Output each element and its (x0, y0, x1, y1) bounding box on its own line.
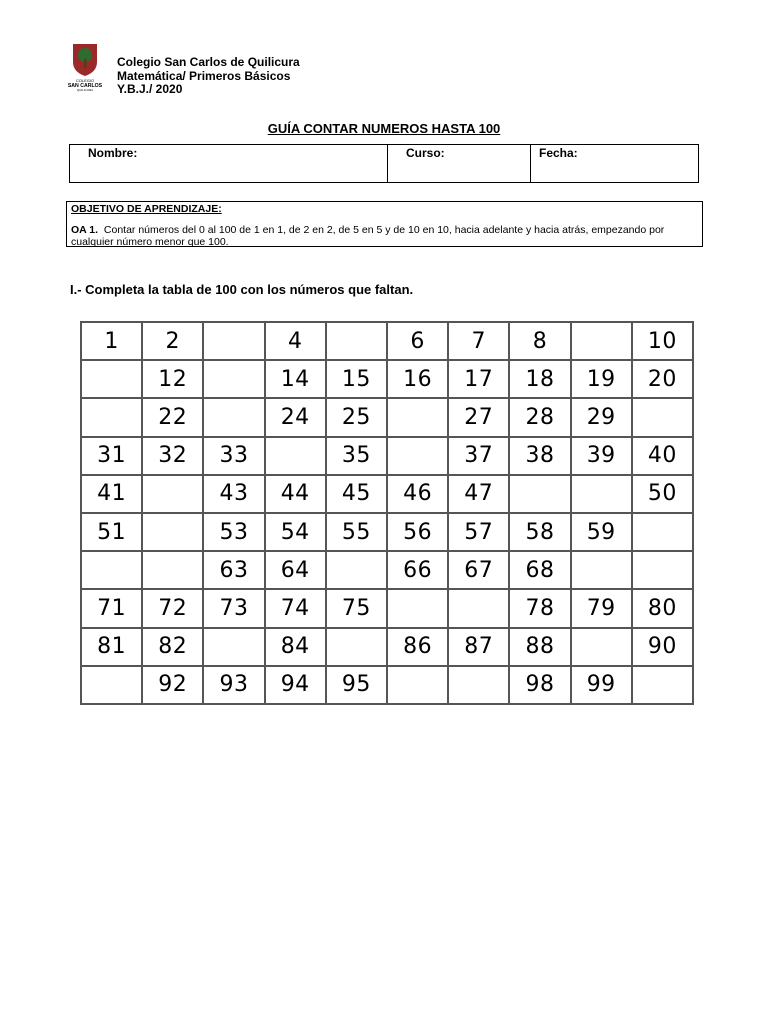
number-cell: 35 (327, 438, 388, 476)
blank-number-cell[interactable] (633, 667, 694, 705)
blank-number-cell[interactable] (572, 629, 633, 667)
number-cell: 41 (82, 476, 143, 514)
number-cell: 4 (266, 323, 327, 361)
number-cell: 54 (266, 514, 327, 552)
number-cell: 12 (143, 361, 204, 399)
objective-body (71, 224, 698, 249)
svg-text:QUILICURA: QUILICURA (76, 88, 94, 92)
blank-number-cell[interactable] (633, 514, 694, 552)
number-cell: 45 (327, 476, 388, 514)
blank-number-cell[interactable] (204, 629, 265, 667)
number-cell: 1 (82, 323, 143, 361)
blank-number-cell[interactable] (388, 667, 449, 705)
number-cell: 37 (449, 438, 510, 476)
number-cell: 87 (449, 629, 510, 667)
blank-number-cell[interactable] (449, 590, 510, 628)
number-cell: 63 (204, 552, 265, 590)
number-cell: 28 (510, 399, 571, 437)
number-cell: 51 (82, 514, 143, 552)
number-cell: 20 (633, 361, 694, 399)
blank-number-cell[interactable] (82, 399, 143, 437)
number-cell: 86 (388, 629, 449, 667)
hundred-chart-grid (80, 321, 694, 705)
number-cell: 99 (572, 667, 633, 705)
number-cell: 72 (143, 590, 204, 628)
blank-number-cell[interactable] (82, 361, 143, 399)
number-cell: 88 (510, 629, 571, 667)
number-cell: 66 (388, 552, 449, 590)
number-cell: 73 (204, 590, 265, 628)
blank-number-cell[interactable] (572, 552, 633, 590)
number-cell: 47 (449, 476, 510, 514)
number-cell: 50 (633, 476, 694, 514)
number-cell: 33 (204, 438, 265, 476)
number-cell: 78 (510, 590, 571, 628)
number-cell: 75 (327, 590, 388, 628)
svg-text:COLEGIO: COLEGIO (75, 78, 95, 83)
number-cell: 57 (449, 514, 510, 552)
course-label: Curso: (406, 146, 445, 160)
number-cell: 90 (633, 629, 694, 667)
blank-number-cell[interactable] (572, 476, 633, 514)
number-cell: 14 (266, 361, 327, 399)
number-cell: 46 (388, 476, 449, 514)
date-label: Fecha: (539, 146, 578, 160)
number-cell: 22 (143, 399, 204, 437)
number-cell: 10 (633, 323, 694, 361)
number-cell: 39 (572, 438, 633, 476)
school-name: Colegio San Carlos de Quilicura (117, 55, 300, 69)
blank-number-cell[interactable] (266, 438, 327, 476)
blank-number-cell[interactable] (572, 323, 633, 361)
number-cell: 19 (572, 361, 633, 399)
blank-number-cell[interactable] (204, 399, 265, 437)
course-field[interactable] (388, 145, 531, 182)
number-cell: 16 (388, 361, 449, 399)
blank-number-cell[interactable] (82, 667, 143, 705)
number-cell: 55 (327, 514, 388, 552)
exercise-instruction: I.- Completa la tabla de 100 con los números que faltan. (70, 282, 414, 297)
number-cell: 68 (510, 552, 571, 590)
number-cell: 8 (510, 323, 571, 361)
number-cell: 59 (572, 514, 633, 552)
student-info-table (69, 144, 699, 183)
objective-text: Contar números del 0 al 100 de 1 en 1, de 2 en 2, de 5 en 5 y de 10 en 10, hacia adelante y hacia atrás, empezando por cualquier número menor que 100. (71, 223, 665, 248)
number-cell: 38 (510, 438, 571, 476)
number-cell: 17 (449, 361, 510, 399)
number-cell: 58 (510, 514, 571, 552)
number-cell: 6 (388, 323, 449, 361)
blank-number-cell[interactable] (388, 438, 449, 476)
blank-number-cell[interactable] (388, 590, 449, 628)
objective-heading: OBJETIVO DE APRENDIZAJE: (71, 203, 222, 215)
number-cell: 98 (510, 667, 571, 705)
blank-number-cell[interactable] (510, 476, 571, 514)
blank-number-cell[interactable] (204, 323, 265, 361)
number-cell: 94 (266, 667, 327, 705)
number-cell: 82 (143, 629, 204, 667)
blank-number-cell[interactable] (143, 476, 204, 514)
number-cell: 79 (572, 590, 633, 628)
svg-text:SAN CARLOS: SAN CARLOS (67, 83, 103, 89)
blank-number-cell[interactable] (143, 514, 204, 552)
blank-number-cell[interactable] (204, 361, 265, 399)
number-cell: 81 (82, 629, 143, 667)
blank-number-cell[interactable] (633, 552, 694, 590)
objective-code: OA 1. (71, 223, 99, 236)
number-cell: 24 (266, 399, 327, 437)
blank-number-cell[interactable] (327, 323, 388, 361)
date-field[interactable] (531, 145, 698, 182)
teacher-year-line: Y.B.J./ 2020 (117, 82, 183, 96)
number-cell: 56 (388, 514, 449, 552)
number-cell: 74 (266, 590, 327, 628)
number-cell: 32 (143, 438, 204, 476)
number-cell: 93 (204, 667, 265, 705)
number-cell: 15 (327, 361, 388, 399)
school-crest-logo (64, 42, 106, 92)
blank-number-cell[interactable] (143, 552, 204, 590)
number-cell: 7 (449, 323, 510, 361)
blank-number-cell[interactable] (327, 552, 388, 590)
number-cell: 44 (266, 476, 327, 514)
number-cell: 27 (449, 399, 510, 437)
number-cell: 71 (82, 590, 143, 628)
school-header (117, 56, 300, 97)
number-cell: 2 (143, 323, 204, 361)
number-cell: 92 (143, 667, 204, 705)
learning-objective-box (66, 201, 703, 247)
name-label: Nombre: (88, 146, 138, 160)
number-cell: 43 (204, 476, 265, 514)
blank-number-cell[interactable] (82, 552, 143, 590)
number-cell: 40 (633, 438, 694, 476)
blank-number-cell[interactable] (327, 629, 388, 667)
blank-number-cell[interactable] (449, 667, 510, 705)
number-cell: 29 (572, 399, 633, 437)
number-cell: 53 (204, 514, 265, 552)
number-cell: 95 (327, 667, 388, 705)
number-cell: 18 (510, 361, 571, 399)
page-title: GUÍA CONTAR NUMEROS HASTA 100 (267, 121, 501, 136)
number-cell: 80 (633, 590, 694, 628)
number-cell: 67 (449, 552, 510, 590)
blank-number-cell[interactable] (633, 399, 694, 437)
number-cell: 84 (266, 629, 327, 667)
name-field[interactable] (70, 145, 388, 182)
number-cell: 25 (327, 399, 388, 437)
number-cell: 64 (266, 552, 327, 590)
subject-line: Matemática/ Primeros Básicos (117, 68, 291, 83)
blank-number-cell[interactable] (388, 399, 449, 437)
number-cell: 31 (82, 438, 143, 476)
